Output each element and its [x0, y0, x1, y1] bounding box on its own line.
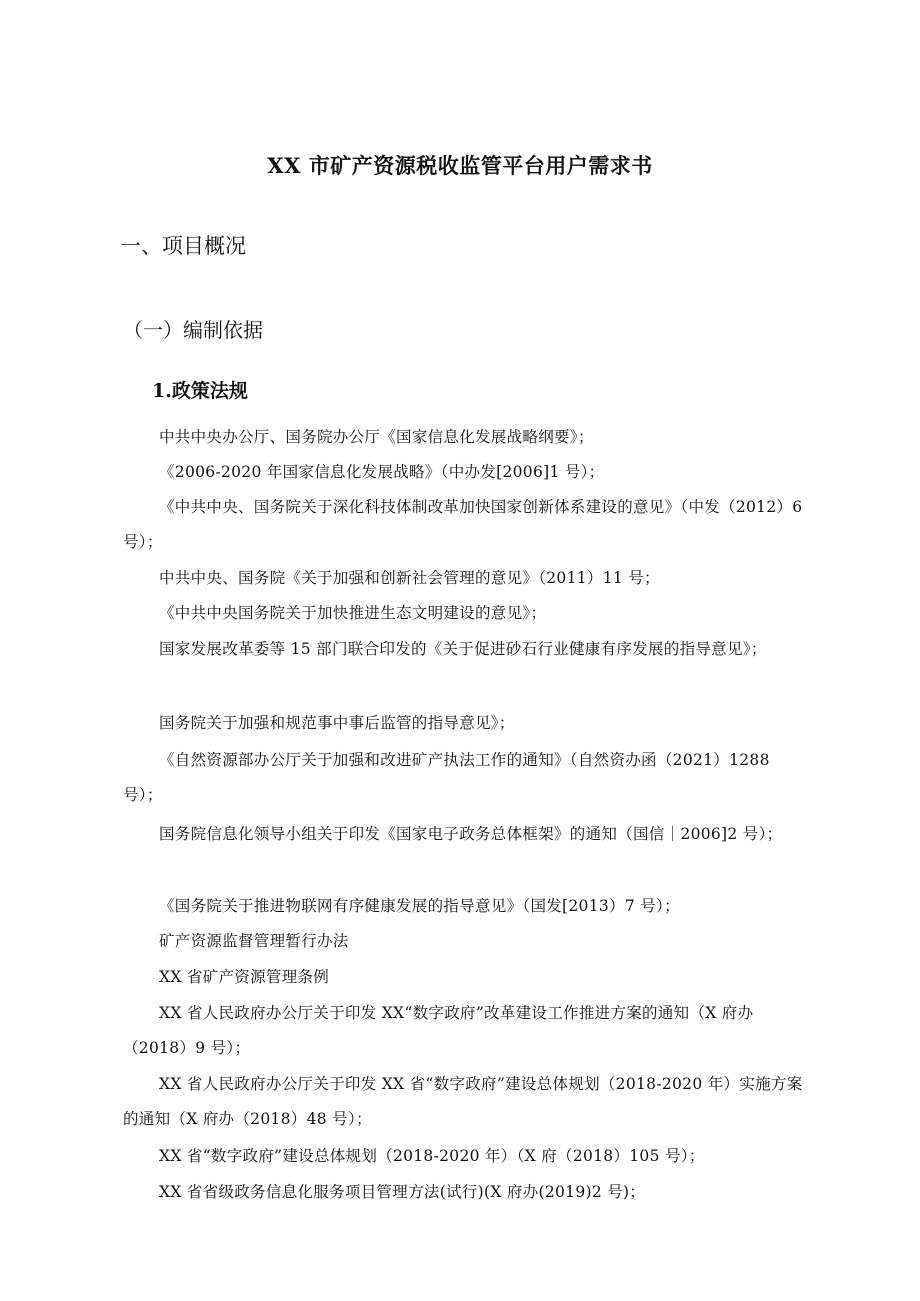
policy-paragraph: 《2006-2020 年国家信息化发展战略》（中办发[2006]1 号）； — [159, 463, 605, 481]
policy-paragraph: 国务院信息化领导小组关于印发《国家电子政务总体框架》的通知（国信｜2006]2 号）； — [159, 825, 783, 843]
policy-paragraph: 中共中央、国务院《关于加强和创新社会管理的意见》（2011）11 号； — [159, 569, 660, 587]
policy-paragraph: XX 省人民政府办公厅关于印发 XX“数字政府”改革建设工作推进方案的通知（X 府办（2018）9 号）； — [123, 1004, 754, 1057]
section-heading: 一、项目概况 — [120, 234, 246, 258]
policy-paragraph: 《中共中央国务院关于加快推进生态文明建设的意见》； — [159, 604, 547, 622]
policy-paragraph: 中共中央办公厅、国务院办公厅《国家信息化发展战略纲要》； — [159, 428, 594, 446]
policy-paragraph: XX 省人民政府办公厅关于印发 XX 省“数字政府”建设总体规划（2018-2020 年）实施方案的通知（X 府办（2018）48 号）； — [123, 1075, 803, 1128]
policy-paragraph: 国务院关于加强和规范事中事后监管的指导意见》； — [159, 714, 515, 732]
subsection-heading: （一）编制依据 — [123, 318, 263, 342]
policy-paragraph: XX 省矿产资源管理条例 — [159, 968, 330, 986]
policy-paragraph: 矿产资源监督管理暂行办法 — [159, 932, 349, 950]
policy-paragraph: 国家发展改革委等 15 部门联合印发的《关于促进砂石行业健康有序发展的指导意见》； — [159, 640, 767, 658]
item-heading: 1.政策法规 — [152, 380, 248, 402]
policy-paragraph: 《中共中央、国务院关于深化科技体制改革加快国家创新体系建设的意见》（中发（2012）6 号）； — [123, 498, 803, 551]
policy-paragraph: 《自然资源部办公厅关于加强和改进矿产执法工作的通知》（自然资办函（2021）1288 号）； — [123, 751, 770, 804]
policy-paragraph: XX 省省级政务信息化服务项目管理方法(试行)(X 府办(2019)2 号)； — [159, 1183, 646, 1201]
policy-paragraph: 《国务院关于推进物联网有序健康发展的指导意见》（国发[2013）7 号）； — [159, 897, 680, 915]
policy-paragraph: XX 省“数字政府”建设总体规划（2018-2020 年）（X 府（2018）105 号）； — [159, 1147, 705, 1165]
document-title: XX 市矿产资源税收监管平台用户需求书 — [267, 153, 653, 178]
